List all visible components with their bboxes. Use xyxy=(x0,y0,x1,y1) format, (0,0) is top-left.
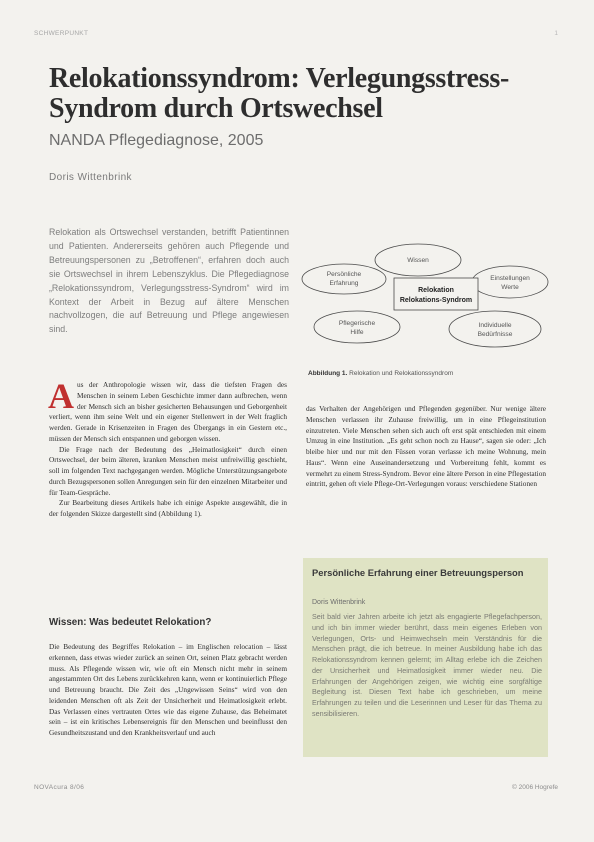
figure-caption-label: Abbildung 1. xyxy=(308,370,348,377)
node-label-einstellungen-1: Einstellungen xyxy=(490,275,530,282)
center-label-2: Relokations-Syndrom xyxy=(399,297,473,304)
node-label-einstellungen-2: Werte xyxy=(501,284,519,291)
section-heading: Wissen: Was bedeutet Relokation? xyxy=(49,617,212,628)
node-ellipse-erfahrung xyxy=(302,264,386,294)
figure-caption-text: Relokation und Relokationssyndrom xyxy=(349,370,454,377)
node-ellipse-beduerfnisse xyxy=(449,311,541,347)
node-label-hilfe-1: Pflegerische xyxy=(338,320,376,327)
drop-cap: A xyxy=(48,376,74,416)
running-head: SCHWERPUNKT xyxy=(34,30,89,37)
node-label-beduerfnisse-1: Individuelle xyxy=(478,322,512,329)
node-label-erfahrung-1: Persönliche xyxy=(326,271,362,278)
center-label-1: Relokation xyxy=(418,287,454,294)
body-paragraph-3: Zur Bearbeitung dieses Artikels habe ich einige Aspekte ausgewählt, die in der folgenden Skizze dargestellt sind (Abbildung 1). xyxy=(49,498,287,518)
figure-caption xyxy=(308,370,453,377)
body-column-left-lower xyxy=(49,642,287,739)
body-paragraph-2: Die Frage nach der Bedeutung des „Heimatlosigkeit“ durch einen Ortswechsel, der beim älteren, kranken Menschen meist unfreiwillig geschieht, soll im folgenden Text nachgegangen werden. Mögliche Unterstützungsangebote durch Bezugspersonen sollen Anregungen sein für den einzelnen Mitarbeiter und für Team-Gespräche. xyxy=(49,444,287,497)
page-marker: 1 xyxy=(554,30,558,37)
article-title-line-1: Relokationssyndrom: Verlegungsstress- xyxy=(49,63,510,94)
body-column-left xyxy=(48,376,287,520)
footer-right: © 2006 Hogrefe xyxy=(512,784,558,791)
article-title-line-2: Syndrom durch Ortswechsel xyxy=(49,93,383,124)
footer-left: NOVAcura 8/06 xyxy=(34,784,85,791)
article-title xyxy=(49,64,569,124)
box-author: Doris Wittenbrink xyxy=(312,599,366,606)
body-paragraph-1: Aus der Anthropologie wissen wir, dass die tiefsten Fragen des Menschen in seinem Leben Geschichte immer dann aufbrechen, wenn der Mensch sich an bisher gesicherten Behausungen und Geborgenheit verliert, wenn ihm seine Welt und ein eigener Stellenwert in der Welt fraglich werden. Gerade in Krisenzeiten in Fragen des Übergangs in ein Gestern etc., müssen der Mensch sich entspannen und geborgen wissen. xyxy=(48,376,287,443)
body-column-right xyxy=(306,404,546,490)
node-ellipse-hilfe xyxy=(314,311,400,343)
node-label-hilfe-2: Hilfe xyxy=(350,329,364,336)
box-text: Seit bald vier Jahren arbeite ich jetzt als engagierte Pflegefachperson, und ich bin immer wieder berührt, dass mein eigenes Erleben von Verlegungen, Orts- und Heimwechseln mein Verständnis für die Menschen prägt, die ich betreue. In meiner Ausbildung habe ich das Relokationssyndrom kennen gelernt; im Alltag erlebe ich die Zeichen der Unsicherheit und Heimatlosigkeit immer wieder neu. Die Erfahrungen der Angehörigen zeigen, wie wichtig eine sorgfältige Begleitung ist. Diesen Text habe ich geschrieben, um meine Erfahrungen zu teilen und die Leserinnen und Leser für das Thema zu sensibilisieren. xyxy=(312,612,542,718)
box-title: Persönliche Erfahrung einer Betreuungsperson xyxy=(312,567,524,578)
node-ellipse-einstellungen xyxy=(472,266,548,298)
node-label-wissen: Wissen xyxy=(407,257,429,264)
relocation-diagram xyxy=(300,235,552,355)
node-label-erfahrung-2: Erfahrung xyxy=(329,280,359,287)
article-subtitle: NANDA Pflegediagnose, 2005 xyxy=(49,132,264,149)
center-box xyxy=(394,278,478,310)
article-author: Doris Wittenbrink xyxy=(49,172,132,183)
node-label-beduerfnisse-2: Bedürfnisse xyxy=(477,331,513,338)
article-abstract: Relokation als Ortswechsel verstanden, betrifft Patientinnen und Patienten. Andererseits gehören auch Pflegende und Betreuungspersonen zu „Betroffenen“, erfahren doch auch sie Ortswechsel in ihrem Lebenszyklus. Die Pflegediagnose „Relokationssyndrom, Verlegungsstress-Syndrom“ wird im Kontext der Arbeit in Bezug auf ältere Menschen nachvollzogen, die auf Betreuung und Pflege angewiesen sind. xyxy=(49,227,289,335)
body-paragraph-4: Die Bedeutung des Begriffes Relokation – im Englischen relocation – lässt erkennen, dass etwas wieder zurück an seinen Ort, seinen Platz gebracht werden muss. Als Pflegende wissen wir, wie oft ein Mensch nicht mehr in seinem angestammten Ort des Lebens zurückkehren kann, wenn er kontinuierlich Pflege und Betreuung braucht. Die Zeit des „Ungewissen Seins“ wird von den leidenden Menschen oft als Zeit der Unsicherheit und Heimatlosigkeit erlebt. Das Verlassen eines vertrauten Ortes wie das eigene Zuhause, das Beheimatet sein – ist ein kritisches Lebensereignis für den Menschen und beeinflusst den Gesundheitszustand und den Krankheitsverlauf und auch xyxy=(49,642,287,737)
body-paragraph-5: das Verhalten der Angehörigen und Pflegenden gegenüber. Nur wenige ältere Menschen verlassen ihr Zuhause freiwillig, um in eine Pflegeinstitution einzutreten. Viele Menschen sehen sich auch oft erst spät entschieden mit einem Umzug in eine Institution. „Es geht schon noch zu Hause“, sagen sie oder: „Ich bleibe hier und nur mit den Füssen voran verlasse ich meine Wohnung, mein Haus“. Wenn eine Auseinandersetzung und Vorbereitung fehlt, kommt es vermehrt zu einem Stress-Syndrom. Bevor eine ältere Person in eine Pflegestation eintritt, gehen oft viele Pflege-Ort-Verlegungen voraus: verschiedene Stationen xyxy=(306,404,546,489)
